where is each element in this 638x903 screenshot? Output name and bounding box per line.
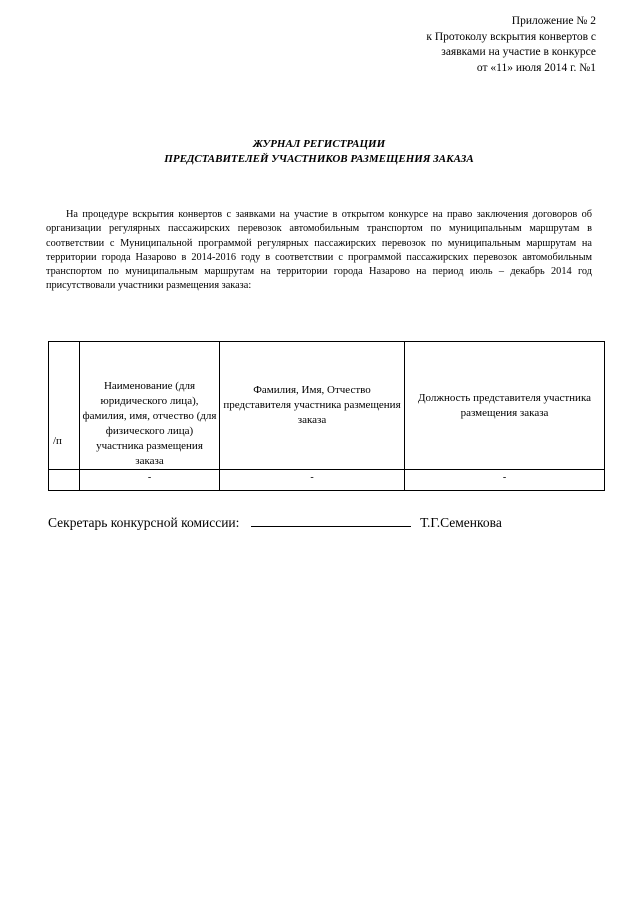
header-representative-position: Должность представителя участника размещения заказа	[405, 342, 605, 470]
header-participant-name: Наименование (для юридического лица), фамилия, имя, отчество (для физического лица) участника размещения заказа	[80, 342, 220, 470]
table-header-row	[49, 342, 605, 470]
secretary-label: Секретарь конкурсной комиссии:	[48, 515, 240, 530]
registration-table	[48, 341, 605, 491]
appendix-line-3: заявками на участие в конкурсе	[441, 46, 596, 58]
cell-participant-name: -	[80, 470, 220, 491]
cell-representative-fio: -	[220, 470, 405, 491]
table-row	[49, 470, 605, 491]
appendix-line-2: к Протоколу вскрытия конвертов с	[426, 30, 596, 43]
title-line-2: ПРЕДСТАВИТЕЛЕЙ УЧАСТНИКОВ РАЗМЕЩЕНИЯ ЗАКАЗА	[164, 153, 474, 165]
title-line-1: ЖУРНАЛ РЕГИСТРАЦИИ	[252, 138, 386, 150]
secretary-name: Т.Г.Семенкова	[420, 515, 502, 530]
header-representative-fio: Фамилия, Имя, Отчество представителя участника размещения заказа	[220, 342, 405, 470]
secretary-signature-line	[48, 514, 608, 531]
signature-blank	[251, 514, 411, 527]
document-title	[0, 137, 638, 167]
intro-paragraph: На процедуре вскрытия конвертов с заявками на участие в открытом конкурсе на право заключения договоров об организации регулярных пассажирских перевозок автомобильным транспортом по муниципальным маршрутам в соответствии с Муниципальной программой регулярных пассажирских перевозок по муниципальным маршрутам на территории города Назарово в 2014-2016 году в соответствии с программой пассажирских перевозок автомобильным транспортом по муниципальным маршрутам на территории города Назарово на период июль – декабрь 2014 год присутствовали участники размещения заказа:	[46, 209, 592, 292]
appendix-block	[356, 14, 596, 76]
appendix-line-1: Приложение № 2	[511, 15, 596, 27]
cell-representative-position: -	[405, 470, 605, 491]
cell-num	[49, 470, 80, 491]
header-num: /п	[49, 342, 80, 470]
appendix-line-4: от «11» июля 2014 г. №1	[476, 61, 596, 74]
